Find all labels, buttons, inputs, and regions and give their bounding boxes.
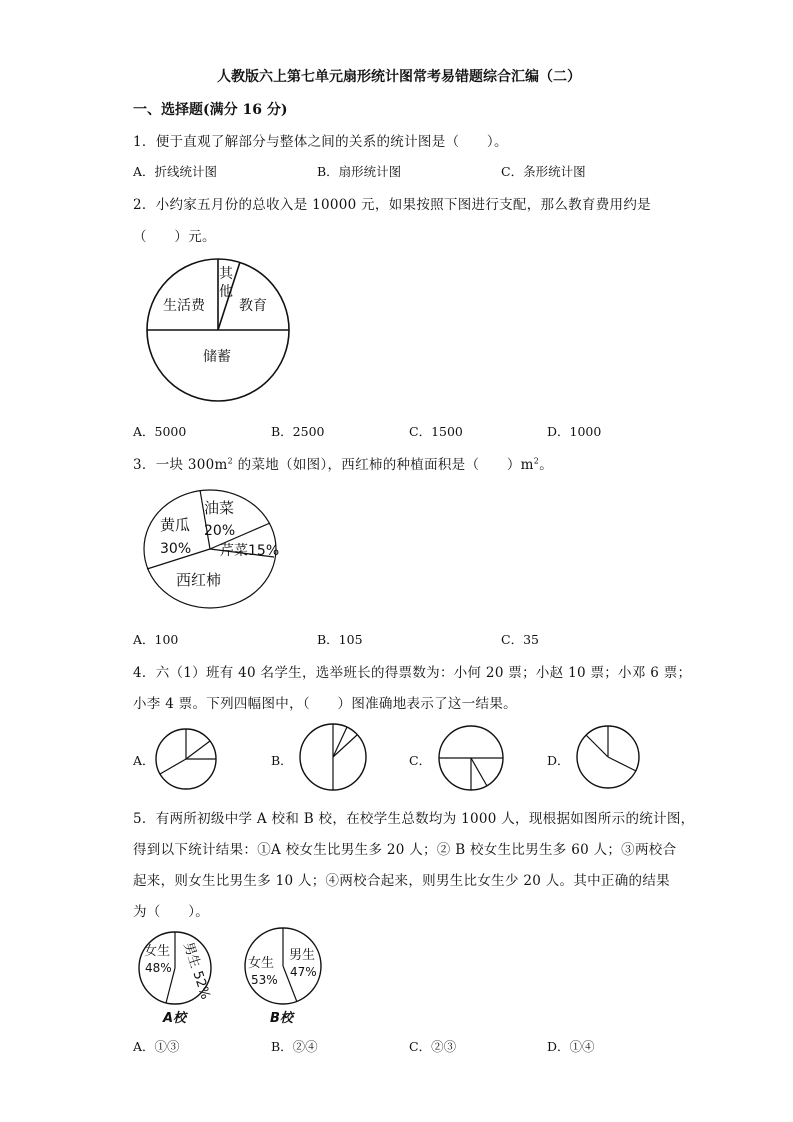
question-5-line-3: 起来，则女生比男生多 10 人；④两校合起来，则男生比女生少 20 人。其中正确的结果 (133, 873, 670, 889)
q2-label-education: 教育 (239, 298, 267, 314)
q5a-title: A校 (163, 1011, 187, 1026)
question-5-line-1: 5．有两所初级中学 A 校和 B 校，在校学生总数均为 1000 人，现根据如图所示的统计图， (133, 811, 695, 827)
question-3-pie-chart (140, 488, 290, 613)
question-4-option-c[interactable]: C． (409, 753, 432, 768)
question-1-option-b[interactable]: B．扇形统计图 (317, 164, 402, 179)
q5b-label-boys: 男生 (289, 948, 316, 963)
q3-label-cucumber: 黄瓜 (160, 516, 191, 534)
q5b-label-girls: 女生 (248, 956, 275, 971)
q5a-label-boys: 男生 52% (180, 940, 213, 1002)
q4-pie-a (154, 727, 218, 791)
question-1-option-c[interactable]: C．条形统计图 (501, 164, 586, 179)
q2-label-other-1: 其 (219, 266, 233, 282)
question-3-option-c[interactable]: C．35 (501, 632, 539, 647)
question-5-line-4: 为（ ）。 (133, 904, 210, 920)
q5a-label-girls-pct: 48% (145, 961, 172, 975)
question-4-option-b[interactable]: B． (271, 753, 293, 768)
question-2-option-c[interactable]: C．1500 (409, 424, 463, 439)
question-4-line-1: 4．六（1）班有 40 名学生，选举班长的得票数为：小何 20 票；小赵 10 票；小邓 6 票； (133, 665, 692, 681)
q4-pie-d (575, 724, 641, 790)
question-3-text: 3．一块 $300m^2$ 的菜地（如图），西红柿的种植面积是（ ）$m^2$。 (133, 456, 553, 473)
question-1-text: 1．便于直观了解部分与整体之间的关系的统计图是（ ）。 (133, 134, 508, 150)
section-heading: 一、选择题(满分 16 分) (133, 102, 288, 118)
question-4-option-a[interactable]: A． (133, 753, 155, 768)
q3-label-cucumber-pct: 30% (160, 541, 192, 557)
q3-label-rape: 油菜 (204, 499, 235, 517)
question-3-option-a[interactable]: A．100 (133, 632, 179, 647)
q3-label-celery: 芹菜15% (220, 543, 280, 559)
question-5-line-2: 得到以下统计结果：①A 校女生比男生多 20 人；② B 校女生比男生多 60 人；③两校合 (133, 842, 677, 858)
question-5-pie-a (137, 928, 217, 1028)
q4-pie-b (298, 722, 368, 792)
q3-label-tomato: 西红柿 (176, 571, 222, 589)
question-5-option-d[interactable]: D．①④ (547, 1039, 595, 1054)
q5b-label-boys-pct: 47% (290, 965, 317, 979)
question-2-line-1: 2．小约家五月份的总收入是 10000 元，如果按照下图进行支配，那么教育费用约是 (133, 197, 651, 213)
q3-label-rape-pct: 20% (204, 523, 236, 539)
question-4-option-d[interactable]: D． (547, 753, 570, 768)
question-2-pie-chart (143, 258, 293, 408)
q2-label-living: 生活费 (163, 298, 205, 314)
q5a-label-girls: 女生 (144, 944, 171, 959)
question-2-option-d[interactable]: D．1000 (547, 424, 602, 439)
q5b-title: B校 (270, 1011, 293, 1026)
question-5-option-a[interactable]: A．①③ (133, 1039, 180, 1054)
question-5-option-b[interactable]: B．②④ (271, 1039, 318, 1054)
question-2-option-b[interactable]: B．2500 (271, 424, 325, 439)
question-2-option-a[interactable]: A．5000 (133, 424, 187, 439)
question-4-line-2: 小李 4 票。下列四幅图中，（ ）图准确地表示了这一结果。 (133, 696, 517, 712)
question-1-option-a[interactable]: A．折线统计图 (133, 164, 218, 179)
question-5-option-c[interactable]: C．②③ (409, 1039, 457, 1054)
q5b-label-girls-pct: 53% (251, 973, 278, 987)
q4-pie-c (437, 724, 505, 792)
question-2-line-2: （ ）元。 (133, 229, 216, 245)
q2-label-savings: 储蓄 (203, 349, 231, 365)
page-title: 人教版六上第七单元扇形统计图常考易错题综合汇编（二） (217, 69, 581, 85)
question-5-pie-b (240, 926, 326, 1026)
q2-label-other-2: 他 (219, 284, 233, 300)
question-3-option-b[interactable]: B．105 (317, 632, 363, 647)
